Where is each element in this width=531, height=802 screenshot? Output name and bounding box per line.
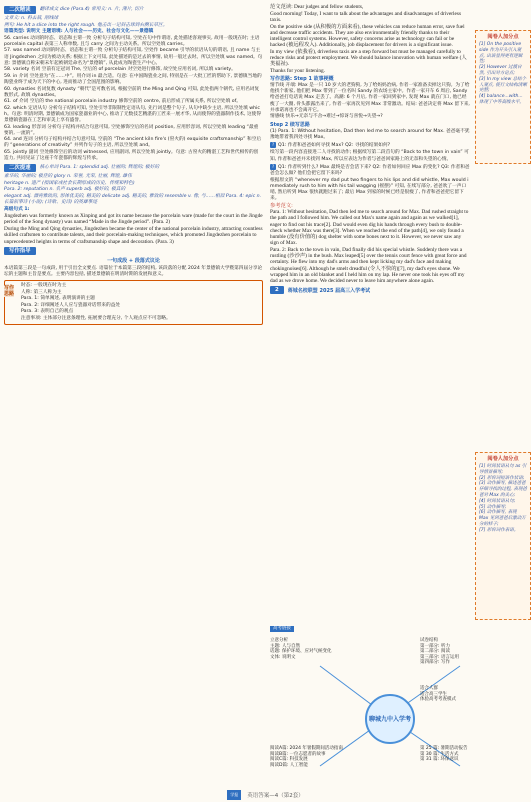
note-item: [5] 动作描写; [479,504,507,510]
mind-map-node: 试卷结构 第一部分: 听力 第二部分: 阅读 第三部分: 语言运用 第四部分: 写作 [420,638,459,666]
writing-divider: 一句成段 + 段落式议论 [107,257,160,264]
notes-box-1 [475,30,531,164]
question-icon: ? [271,142,275,148]
banner-writing [4,247,263,255]
plan-line: 人称: 第三人称为主 [21,289,62,295]
question-icon: ? [271,163,275,169]
word-line: Para. 2: reputation n. 名声 superb adj. 极好的, 极其的 [4,187,126,193]
question-1 [270,142,470,149]
high-title: 高级句式 1: [4,206,30,212]
banner-speed [4,164,263,172]
note-item: [2] However 过渡自然, 引出对方论点; [479,65,522,76]
vocab-title: 语篇类型: 说明文 主题语境: 人与社会——历史、社会与文化——景德镇 [4,29,154,35]
mind-map-center: 聊城九中入学考 [365,694,415,744]
answer-item: 61. of 介词 空后的 the national porcelain industry 修饰空前的 centre, 前后形成了所属关系, 所以空处填 of。 [4,99,241,105]
story-title: 写作思路: Step 1 故事梗概 [270,76,334,83]
question-1-text: Q1: 作者和爸爸如何寻找 Max? Q2: 寻找的结果如何? [278,143,391,149]
writing-intro: 本语篇第三段是一句成段, 用于引出全文要点. 语篇位于本篇第三段的结构, 该段落的分配 2024 年景德镇大学暨第四届分享论坛的主题和主旨是要点。主要内容包括, 描述景德镇在明清时期的发展和意义。 [4,265,263,277]
answer-item: 59. in 介词 空处意为“在……中”。用介词 in 最合适。句意: 在中国陶瓷业之间, 特别是在一大批工匠的帮助下, 景德镇当地的陶瓷业终于成为天下的中心, 进而推动了全国范围的影响。 [4,73,262,85]
question-2 [270,164,470,177]
intro-line: 例句: He hit a slice into the right rough. 他击出一记斜击球到右侧长草区。 [4,22,168,28]
publisher-logo: 学报 [227,790,241,800]
mind-map-node: 适合人群 适合高三学生 体验高考考查模式 [420,686,456,703]
writing-plan-box [4,280,263,326]
mind-map-tag: 高考链接 [270,626,294,632]
note-item: [7] 形容词作表语。 [479,527,519,533]
section2-header [270,286,527,294]
answer-item: 60. dynasties 名词复数 dynasty “朝代”是可数名词, 根据空前的 the Ming and Qing 可知, 此处指两个朝代, 应用名词复数形式, 故填 dynasties。 [4,86,260,98]
question-2-text: Q1: 作者听到什么? Max 最终是否会活下来? Q2: 作者如何回应 Max 的变化? Q3: 作者和爸爸会怎么做? 他们会把它留下来吗? [270,164,470,176]
letter-line: 范文范读: Dear judges and fellow students, [270,4,364,10]
plan-line: Para. 2: 详细阐述人人应与瓷器对话带来的益处 [21,302,121,308]
intro-line: 文章义: n. 料去栽, 削线球 [4,16,59,21]
note-item: [3] In my view 总结个人观点, 使行文结构清晰完整; [479,76,527,94]
high-sentence-2: During the Ming and Qing dynasties, Jingdezhen became the center of the national porcelain industry, attracting countless skilled craftsmen to contribute talents, and their porcelain-making techniques, which promoted Jingdezhen porcelain to unprecedented heights in terms of craftsmanship shape and decoration. (Para. 3) [4,226,263,245]
letter-line: On the positive side (从积极的方面来看), these vehicles can reduce human error, save fuel and decrease traffic accidents. They are also environmentally friendly thanks to their intelligent control systems. However, safety concerns arise as technology can fail or be hacked (被远程攻入). Additionally, job displacement for drivers is a significant issue. [270,23,465,49]
answer-item: 64. and 连词 分析句子结构并结合句意可知, 空前的 “The ancient kiln fire's (窑火的) exquisite craftsmanship” 和空后的 “generations of creativity” 并列作句子的主语, 所以空处填 and。 [4,137,262,149]
story-line: 情感线 快乐→无奈与不舍→难过→惊讶与喜悦→失望→? [270,114,383,120]
story-line: 情节线 开端: Max 是一只 10 岁大的老狗狗, 为了给妈妈治病, 作者一家准备卖掉这只狗。为了给他找个新家, 他们把 Max 带到了一位名叫 Sandy 的农场主家中。作者一家开车 6 周后, Sandy 给爸爸打电话说 Max 走丢了。高潮: 6 个月后, 作者一家回到家中, 发现 Max 就在门口, 他已经瘦了一大圈, 骨头都露出来了, 作者一家再次见到 Max 非常激动。结局: 爸爸决定将 Max 留下来, 并承诺再也不会离开它。 [270,83,470,113]
banner-speed-label: 二次提速 [4,164,36,172]
note-item: [3] 动作描写, 描述爸爸仔细寻找的过程, 表现爸爸对 Max 的关心; [479,481,527,498]
plan-line: Para. 3: 表明自己的观点 [21,309,74,315]
notes-title: 阅卷人加分点 [487,34,519,40]
word-line: 素华的, 华丽的; 极佳的 glory n. 荣誉, 光荣, 壮丽, 辉煌, 雄伟 [4,174,132,180]
mind-map-node: 第 25 篇: 暑期活动报告 第 30 篇: 生活方式 第 31 篇: 环保意识 [420,746,468,763]
note-item: [1] On the positive side 作为开头引入观点, 出语显得更有逻辑性; [479,42,523,65]
word-line: elegant adj. 漂亮雅致的, 形体优美的, 精美的 delicate adj. 精美的, 雅致的 resemble v. 像, 与……相似 Para. 4: epic n. 长篇叙事诗 (小说); (诗歌、史诗) 的英雄事迹 [4,193,262,206]
answer-item: 58. variety 名词 空前有定冠词 The, 空后的 of porcelain 对空处进行修饰, 故空处应用名词, 所以填 variety。 [4,67,236,73]
plan-line: 注意事项: 主体部分注意条理性, 拓展要合理充分, 个人观点应不可忽略。 [21,315,171,321]
answer-item: 56. carries 动词的时态、语态和主谓一致 分析句子结构可知, 空处在句中作谓语, 此处描述客观事实, 故用一般现在时; 主语 porcelain capital 表第三人称单数, 且与 carry 之间为主动关系。所以空处填 carries。 [4,35,260,47]
sample-para: Para. 2: Back to the town in vain, Dad finally did his special whistle. Suddenly there was a rustling (沙沙声) in the bush. Max leaped[5] over the tennis court fence with great force and certainty. He flew into my dad's arms and then kept licking my dad's face and making chokingnoises[6]. Although he smelt dreadful (令人不快的)[7], my dad's eyes shone. We wrapped him in an old blanket and I held him on my lap. He never one took his eyes off my dad as we drove home. We decided never to leave him anywhere alone again. [270,246,467,284]
step2-title: Step 2 续写思路 [270,122,310,129]
page-footer [0,788,531,802]
plan-line: Para. 1: 简单阐述, 表明演讲的主题 [21,296,95,302]
note-item: [1] 时间状语从句 as 引导情景描写; [479,464,527,475]
note-item: [2] 形容词短语作状语; [479,475,525,481]
question-1-answer: 续写第一段内容直接进二人寻找的动作; 根据续写第二段首句的 “Back to the town in vain” 可知, 作者和爸爸并未找到 Max, 所以应表达为作者与爸爸回家路上的无奈和失望的心情。 [270,150,469,162]
banner-writing-label: 写作指导 [4,247,36,255]
mind-map-node: 立意分析 主题: 人与自然 话题: 保护环境、应对气候变化 文体: 说明文 [270,638,332,660]
high-sentence-1: Jingdezhen was formerly known as Xinping and got its name because the porcelain ware (made for the court in the Jingde period of the Song dynasty) was named “Made in the Jingde period”. (Para. 2) [4,213,263,226]
letter-line: In my view (依我看), driverless taxis are a step forward but must be managed carefully to reduce risks and protect employment. We should balance innovation with human welfare (人类福祉). [270,48,467,68]
banner-reading-tail: 翻译成文 dice (Para.4) 常用义: n. 片, 薄片, 切片 [39,6,144,12]
banner-speed-tail: 核心单词 Para. 1: splendid adj. 壮丽的; 辉煌的; 极好的 [39,164,160,170]
plan-line: 时态: 一般现在时为主 [21,282,67,288]
letter-line: Good morning! Today, I want to talk about the advantages and disadvantages of driverless taxis. [270,10,462,23]
sample-para: Para. 1: Without hesitation, Dad then led me to search around for Max. Dad rushed straight to the path and I followed him. We called out Max's name again and again as we walked[1], eager to find out his trace[2]. Dad would even dig his hands through every bush to double-check whether Max was there[3]. When we reached the end of the path[4], we only found a humble (没有价值的) dog shelter with some bones next to it. However, we never saw any sign of Max. [270,209,469,247]
answer-item: 65. jointly 副词 空处修饰空后的动词 witnessed, 应用副词, 所以空处填 jointly。句意: 古窑火的精湛工艺和世代相传的创造力, 共同见证了这座千年瓷都的辉煌与传承。 [4,149,259,162]
banner-reading-label: 二次精读 [4,6,36,14]
writing-plan-label: 写作思路 [4,284,15,297]
step2-text: (1) Para. 1: Without hesitation, Dad then led me to search around for Max. 爸爸毫不犹豫地带着我四处寻找 Max。 [270,129,470,141]
left-column [4,4,263,325]
note-item: [4] 时间状语从句; [479,498,516,504]
letter-line: Thanks for your listening. [270,68,326,75]
mind-map-node: 阅读A篇: 2024 年暑假期间活动指南 阅读B篇: 一位志愿者的故事 阅读C篇: 科技发展 阅读D篇: 人工智能 [270,746,343,768]
banner-reading [4,6,263,14]
mind-map [270,626,527,786]
answer-item: 62. which 定语从句 分析句子结构可知, 空处引导非限制性定语从句, 先行词是整个句子, 从句中缺少主语, 所以空处填 which。句意: 明清时期, 景德镇成为国家瓷器业的中心, 推动了无数技艺精湛的工匠来一展才华, 从而使得的瓷器制作技术, 这使得景德镇瓷器在工艺和审美上享有盛誉。 [4,105,262,123]
note-item: [6] 动作描写, 表现 Max 见到爸爸后激动万分的样子; [479,510,526,527]
section2-number: 2 [270,286,284,294]
footer-text: 英语答案—4（第2套） [247,793,304,799]
question-2-answer: 根据原文的 “whenever my dad put two fingers to his lips and did whistle, Max would immediately rush to him with his tail wagging (摇摆)” 可知, 在续写部分, 爸爸吹了一声口哨, 然后听到 Max 很快就跑过来了; 最后 Max 到家的时候已经是很瘦了, 作者和爸爸把它留下来。 [270,177,469,201]
note-item: [4] balance...with... 体现了中等高级水平。 [479,94,524,105]
answer-item: 57. was named 动词的时态、语态和主谓一致 分析句子结构可知, 空处作 became 引导的状语从句的谓语, 且 name 与主语 Jingdezhen 之间为被动关系; 根据上下文可知, 此处描述的是过去的事情, 故用一般过去时。所以空处填 was named。句意: 景德镇自称宋朝末年起被朝廷命名为“景德镇”, 从此成为陶瓷生产中心。 [4,48,263,66]
answer-item: 63. leading 形容词 分析句子结构并结合句意可知, 空处修饰空后的名词 position, 应用形容词, 所以空处填 leading “最重要的, 一流的”。 [4,124,259,136]
right-column [270,4,470,296]
section2-title: 蒋城名校联盟 2025 届高三入学考试 [287,287,371,294]
notes-title-2: 阅卷人加分点 [487,456,519,462]
notes-box-2 [475,452,531,620]
word-line: heritage n. 遗产 (指国家或社会长期形成的历史、传统和特色) [4,180,135,186]
sample-title: 参考范文: [270,202,293,209]
